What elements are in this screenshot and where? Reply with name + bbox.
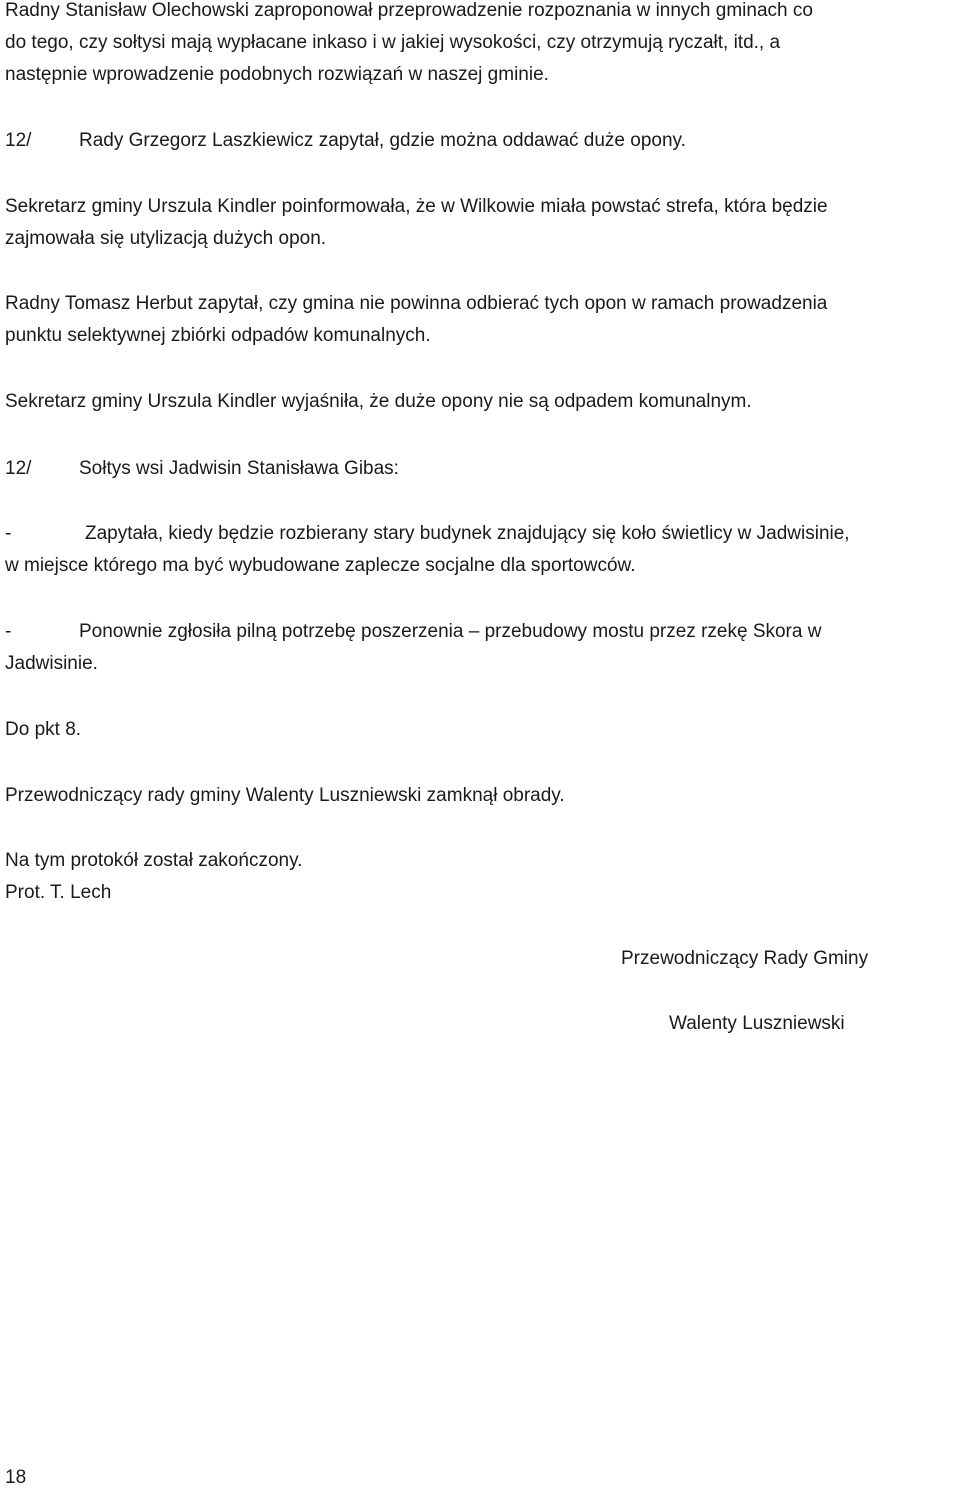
bullet-text: Ponownie zgłosiła pilną potrzebę poszerzenia – przebudowy mostu przez rzekę Skora w — [79, 621, 822, 642]
page-number: 18 — [5, 1467, 27, 1488]
bullet-text: Zapytała, kiedy będzie rozbierany stary budynek znajdujący się koło świetlicy w Jadwisinie, — [85, 523, 850, 544]
text-line: Sekretarz gminy Urszula Kindler poinformowała, że w Wilkowie miała powstać strefa, która będzie — [5, 196, 828, 217]
text-line: punktu selektywnej zbiórki odpadów komunalnych. — [5, 325, 431, 346]
text-line: Jadwisinie. — [5, 653, 98, 674]
paragraph-kindler-info — [5, 191, 955, 255]
text-line — [5, 453, 955, 485]
text-line: Do pkt 8. — [5, 719, 82, 740]
text-line: zajmowała się utylizacją dużych opon. — [5, 228, 327, 249]
paragraph-olechowski-proposal — [5, 0, 955, 91]
paragraph-kindler-explanation — [5, 386, 955, 418]
text-line: w miejsce którego ma być wybudowane zaplecze socjalne dla sportowców. — [5, 555, 636, 576]
text-line: Na tym protokół został zakończony. — [5, 850, 303, 871]
text-line: Sekretarz gminy Urszula Kindler wyjaśniła, że duże opony nie są odpadem komunalnym. — [5, 391, 752, 412]
paragraph-closing — [5, 780, 955, 812]
bullet-dash: - — [5, 523, 12, 544]
bullet-item-bridge — [5, 616, 955, 680]
bullet-item-building — [5, 518, 955, 582]
item-number: 12/ — [5, 458, 32, 479]
paragraph-protocol-end — [5, 845, 955, 909]
text-line — [5, 518, 955, 550]
item-number: 12/ — [5, 130, 32, 151]
text-line: do tego, czy sołtysi mają wypłacane inkaso i w jakiej wysokości, czy otrzymują ryczałt, itd., a — [5, 32, 781, 53]
text-line: następnie wprowadzenie podobnych rozwiązań w naszej gminie. — [5, 64, 549, 85]
paragraph-item-gibas — [5, 453, 955, 485]
paragraph-herbut-question — [5, 288, 955, 352]
paragraph-item-laszkiewicz — [5, 125, 955, 157]
text-line: Radny Stanisław Olechowski zaproponował przeprowadzenie rozpoznania w innych gminach co — [5, 0, 813, 21]
bullet-dash: - — [5, 621, 12, 642]
paragraph-agenda-point — [5, 714, 955, 746]
item-text: Sołtys wsi Jadwisin Stanisława Gibas: — [79, 458, 399, 479]
text-line: Prot. T. Lech — [5, 882, 112, 903]
text-line — [5, 125, 955, 157]
item-text: Rady Grzegorz Laszkiewicz zapytał, gdzie można oddawać duże opony. — [79, 130, 686, 151]
signature-name: Walenty Luszniewski — [669, 1013, 845, 1034]
signature-title: Przewodniczący Rady Gminy — [621, 948, 869, 969]
text-line: Radny Tomasz Herbut zapytał, czy gmina nie powinna odbierać tych opon w ramach prowadzenia — [5, 293, 828, 314]
text-line — [5, 616, 955, 648]
text-line: Przewodniczący rady gminy Walenty Luszniewski zamknął obrady. — [5, 785, 565, 806]
